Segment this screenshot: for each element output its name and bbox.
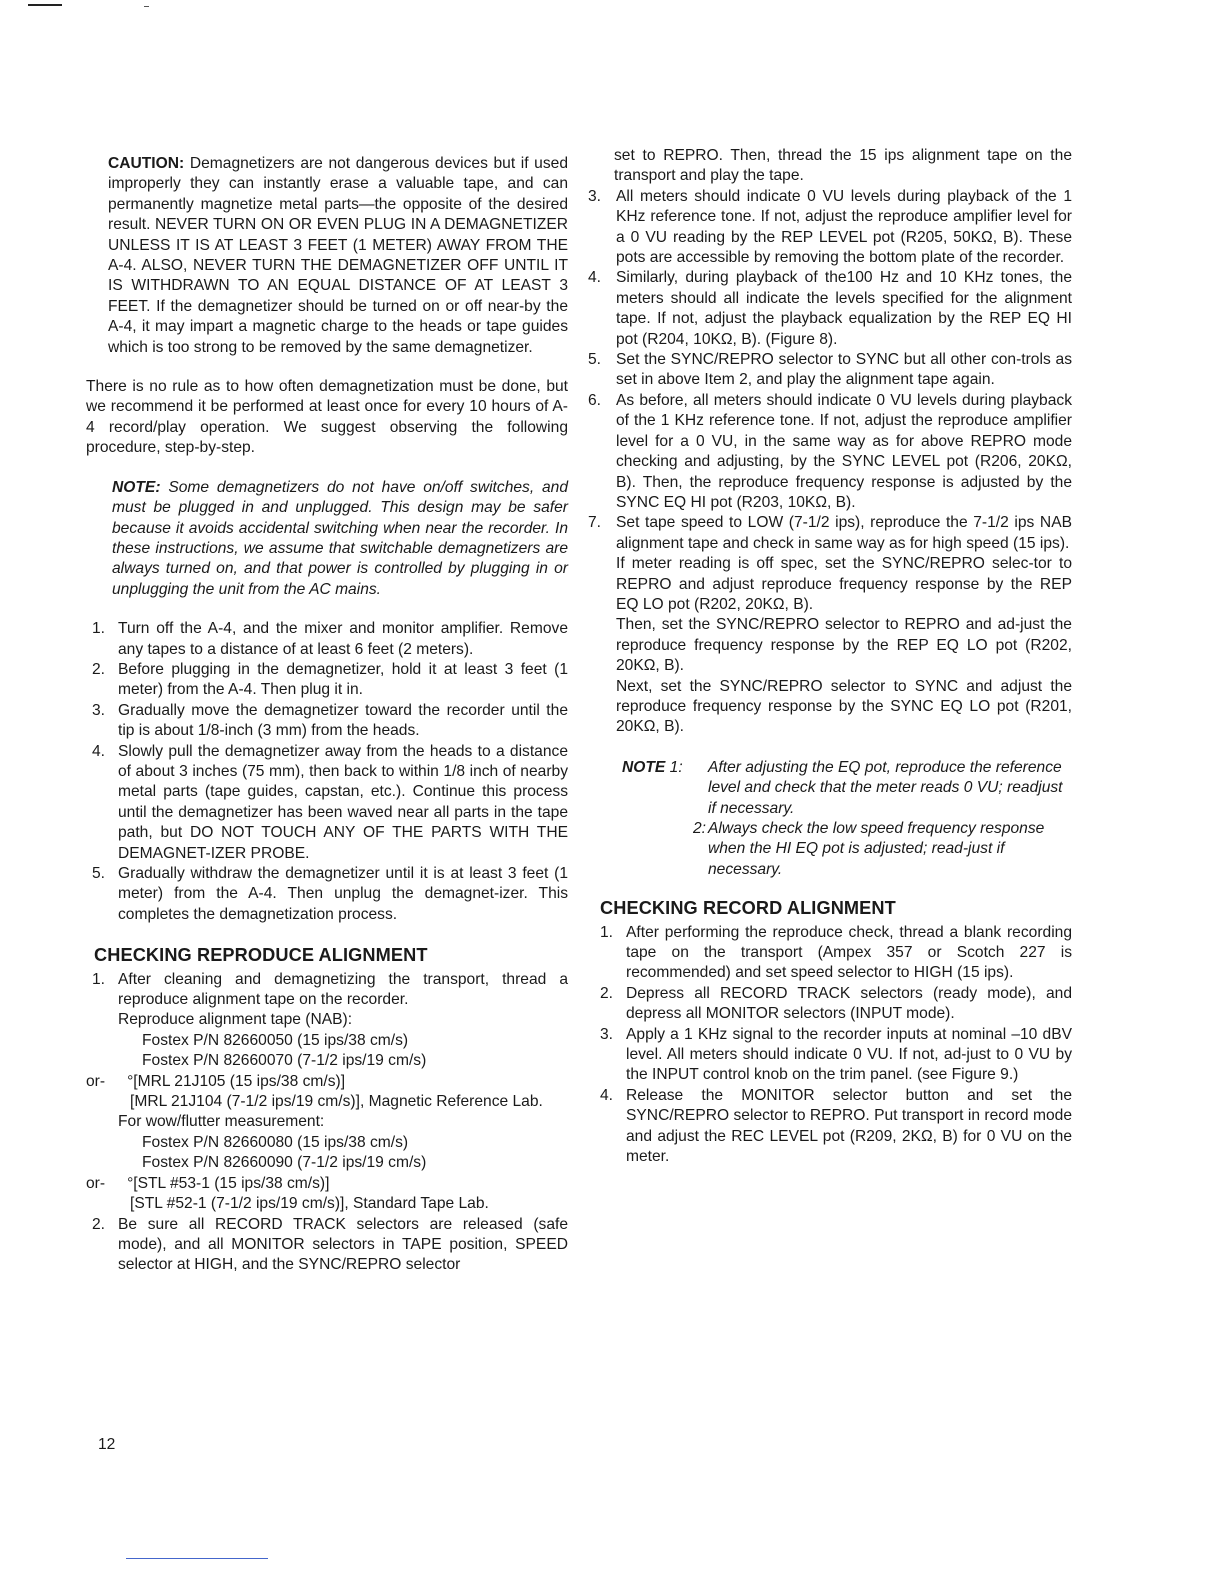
step-number: 5. <box>588 351 602 369</box>
or-marker: or- <box>86 1174 106 1192</box>
note-item <box>622 819 1072 880</box>
left-column <box>86 154 568 1276</box>
step-number: 1. <box>92 970 106 988</box>
step-number: 4. <box>588 269 602 287</box>
list-item <box>588 391 1072 513</box>
step-text: Then, set the SYNC/REPRO selector to REPRO and ad-just the reproduce frequency response by the REP EQ LO pot (R202, 20KΩ, B). <box>616 616 1072 675</box>
tape-spec: °[MRL 21J105 (15 ips/38 cm/s)] <box>127 1072 346 1090</box>
step-text: If meter reading is off spec, set the SYNC/REPRO selec-tor to REPRO and adjust reproduce frequency response by the REP EQ LO pot (R202, 20KΩ, B). <box>616 555 1072 613</box>
list-item <box>588 350 1072 391</box>
list-item <box>588 923 1072 984</box>
step-continuation: set to REPRO. Then, thread the 15 ips alignment tape on the transport and play the tape. <box>614 147 1072 185</box>
scan-mark <box>28 4 62 6</box>
reproduce-steps-right <box>588 187 1072 738</box>
tape-spec: Fostex P/N 82660080 (15 ips/38 cm/s) <box>142 1133 409 1151</box>
list-item <box>588 187 1072 269</box>
step-text: Similarly, during playback of the100 Hz and 10 KHz tones, the meters should all indicate the levels specified for the alignment tape. If not, adjust the playback equalization by the REP EQ HI pot (R204, 10KΩ, B). (Figure 8). <box>616 269 1072 348</box>
step-number: 2. <box>92 660 106 678</box>
list-item <box>86 701 568 742</box>
step-number: 3. <box>600 1025 614 1043</box>
step-number: 5. <box>92 865 106 882</box>
note-number: 1: <box>669 758 683 776</box>
list-item <box>588 1086 1072 1168</box>
list-item <box>86 1215 568 1276</box>
step-number: 2. <box>600 984 614 1002</box>
note-text: Some demagnetizers do not have on/off switches, and must be plugged in and unplugged. This design may be safer because it avoids accidental switching when near the recorder. In these instructions, we assume that switchable demagnetizers are always turned on, and that power is controlled by plugging in or unplugging the unit from the AC mains. <box>112 478 568 598</box>
tape-spec: Fostex P/N 82660050 (15 ips/38 cm/s) <box>142 1031 409 1049</box>
section-heading-reproduce: CHECKING REPRODUCE ALIGNMENT <box>94 945 428 966</box>
scan-mark <box>144 6 149 7</box>
list-item <box>86 619 568 660</box>
step-number: 1. <box>600 923 614 941</box>
step-text: Set the SYNC/REPRO selector to SYNC but all other con-trols as set in above Item 2, and play the alignment tape again. <box>616 351 1072 389</box>
step-text: Depress all RECORD TRACK selectors (ready mode), and depress all MONITOR selectors (INPUT mode). <box>626 984 1072 1023</box>
list-item <box>86 742 568 864</box>
demag-steps <box>86 619 568 925</box>
step-number: 7. <box>588 514 602 532</box>
wow-label: For wow/flutter measurement: <box>118 1113 325 1131</box>
caution-text: Demagnetizers are not dangerous devices but if used improperly they can instantly erase a valuable tape, and can permanently magnetize metal parts—the opposite of the desired result. NEVER TURN ON OR EVEN PLUG IN A DEMAGNETIZER UNLESS IT IS AT LEAST 3 FEET (1 METER) AWAY FROM THE A-4. ALSO, NEVER TURN THE DEMAGNETIZER OFF UNTIL IT IS WITHDRAWN TO AN EQUAL DISTANCE OF AT LEAST 3 FEET. If the demagnetizer should be turned on or off near-by the A-4, it may impart a magnetic charge to the heads or tape guides which is too strong to be removed by the same demagnetizer. <box>108 155 568 356</box>
note-number: 2: <box>692 820 706 837</box>
step-number: 4. <box>600 1086 614 1104</box>
page-number: 12 <box>98 1436 116 1453</box>
caution-label: CAUTION: <box>108 155 185 172</box>
note-text: After adjusting the EQ pot, reproduce the reference level and check that the meter reads 0 VU; readjust if necessary. <box>708 758 1063 817</box>
step-text: Slowly pull the demagnetizer away from the heads to a distance of about 3 inches (75 mm), then back to within 1/8 inch of nearby metal parts (tape guides, capstan, etc.). Continue this process until the demagnetizer has been waved near all parts in the tape path, but DO NOT TOUCH ANY OF THE PARTS WITH THE DEMAGNET-IZER PROBE. <box>118 742 568 862</box>
list-item <box>86 970 568 1215</box>
step-text: Apply a 1 KHz signal to the recorder inputs at nominal –10 dBV level. All meters should indicate 0 VU. If not, ad-just to 0 VU by the INPUT control knob on the trim panel. (see Figure 9.) <box>626 1025 1072 1084</box>
step-number: 4. <box>92 742 106 760</box>
intro-paragraph: There is no rule as to how often demagnetization must be done, but we recommend it be performed at least once for every 10 hours of A-4 record/play operation. We suggest observing the following procedure, step-by-step. <box>86 378 568 457</box>
note-text: Always check the low speed frequency response when the HI EQ pot is adjusted; read-just if necessary. <box>708 820 1045 878</box>
step-text: Set tape speed to LOW (7-1/2 ips), reproduce the 7-1/2 ips NAB alignment tape and check in same way as for high speed (15 ips). <box>616 514 1072 552</box>
step-text: Release the MONITOR selector button and set the SYNC/REPRO selector to REPRO. Put transport in record mode and adjust the REC LEVEL pot (R209, 2KΩ, B) for 0 VU on the meter. <box>626 1086 1072 1166</box>
step-number: 6. <box>588 391 602 409</box>
step-text: Be sure all RECORD TRACK selectors are released (safe mode), and all MONITOR selectors in TAPE position, SPEED selector at HIGH, and the SYNC/REPRO selector <box>118 1215 568 1274</box>
tape-spec: °[STL #53-1 (15 ips/38 cm/s)] <box>127 1174 330 1192</box>
list-item <box>588 984 1072 1025</box>
record-steps <box>588 923 1072 1168</box>
list-item <box>588 268 1072 350</box>
step-number: 1. <box>92 620 106 638</box>
reproduce-steps-left <box>86 970 568 1276</box>
tape-spec: Fostex P/N 82660070 (7-1/2 ips/19 cm/s) <box>142 1052 427 1070</box>
list-item <box>86 864 568 925</box>
note-item <box>622 758 1072 819</box>
step-text: Turn off the A-4, and the mixer and monitor amplifier. Remove any tapes to a distance of at least 6 feet (2 meters). <box>118 620 568 658</box>
step-number: 3. <box>588 187 602 205</box>
step-text: After performing the reproduce check, thread a blank recording tape on the transport (Ampex 357 or Scotch 227 is recommended) and set speed selector to HIGH (15 ips). <box>626 923 1072 982</box>
tape-label: Reproduce alignment tape (NAB): <box>118 1011 353 1029</box>
note-label: NOTE: <box>112 478 161 496</box>
step-text: Before plugging in the demagnetizer, hold it at least 3 feet (1 meter) from the A-4. Then plug it in. <box>118 660 568 699</box>
step-text: After cleaning and demagnetizing the transport, thread a reproduce alignment tape on the recorder. <box>118 970 568 1009</box>
step-text: Next, set the SYNC/REPRO selector to SYNC and adjust the reproduce frequency response by the SYNC EQ LO pot (R201, 20KΩ, B). <box>616 677 1072 736</box>
tape-spec: Fostex P/N 82660090 (7-1/2 ips/19 cm/s) <box>142 1154 427 1172</box>
demag-note <box>112 478 568 600</box>
step-text: Gradually move the demagnetizer toward the recorder until the tip is about 1/8-inch (3 mm) from the heads. <box>118 701 568 740</box>
step-text: As before, all meters should indicate 0 VU levels during playback of the 1 KHz reference tone. If not, adjust the reproduce amplifier level for a 0 VU, in the same way as for above REPRO mode checking and adjusting, by the SYNC LEVEL pot (R206, 20KΩ, B). Then, the reproduce frequency response is adjusted by the SYNC EQ HI pot (R203, 10KΩ, B). <box>616 391 1072 511</box>
step-text: Gradually withdraw the demagnetizer until it is at least 3 feet (1 meter) from the A-4. Then unplug the demagnet-izer. This completes the demagnetization process. <box>118 865 568 923</box>
step-text: All meters should indicate 0 VU levels during playback of the 1 KHz reference tone. If not, adjust the reproduce amplifier level for a 0 VU reading by the REP LEVEL pot (R205, 50KΩ, B). These pots are accessible by removing the bottom plate of the recorder. <box>616 187 1072 267</box>
reproduce-notes <box>622 758 1072 880</box>
list-item <box>588 1025 1072 1086</box>
right-column <box>588 146 1072 1168</box>
note-label: NOTE <box>622 758 666 776</box>
or-marker: or- <box>86 1072 106 1090</box>
caution-paragraph <box>108 154 568 358</box>
tape-spec: [STL #52-1 (7-1/2 ips/19 cm/s)], Standard Tape Lab. <box>130 1195 489 1213</box>
section-heading-record: CHECKING RECORD ALIGNMENT <box>600 898 896 919</box>
list-item <box>588 513 1072 737</box>
bottom-rule <box>126 1558 268 1559</box>
step-number: 2. <box>92 1215 106 1233</box>
tape-spec: [MRL 21J104 (7-1/2 ips/19 cm/s)], Magnetic Reference Lab. <box>130 1093 543 1111</box>
step-number: 3. <box>92 701 106 719</box>
list-item <box>86 660 568 701</box>
